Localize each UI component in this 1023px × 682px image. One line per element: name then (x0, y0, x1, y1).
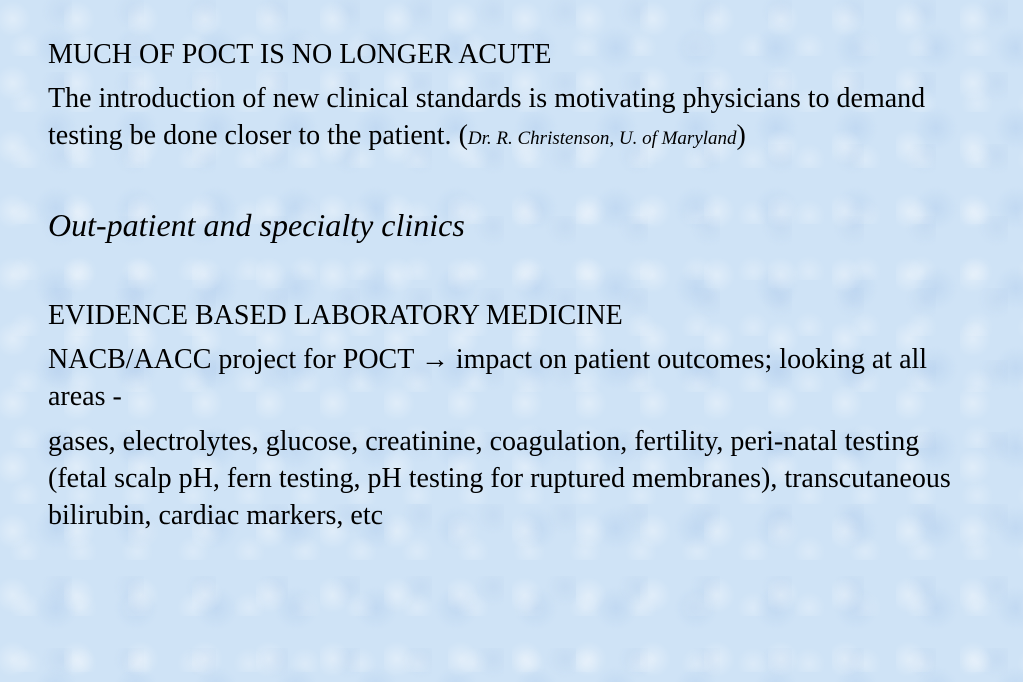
areas-paragraph: gases, electrolytes, glucose, creatinine, coagulation, fertility, peri-natal testing (fetal scalp pH, fern testing, pH testing for ruptured membranes), transcutaneous bilirubin, cardiac markers, etc (48, 426, 951, 531)
project-prefix: NACB/AACC project for POCT (48, 344, 421, 375)
citation-text: Dr. R. Christenson, U. of Maryland (467, 128, 737, 149)
intro-paragraph (48, 80, 978, 157)
subtitle-clinics: Out-patient and specialty clinics (48, 207, 465, 243)
citation-close: ) (736, 120, 746, 151)
intro-text: The introduction of new clinical standards is motivating physicians to demand testing be done closer to the patient. (48, 83, 926, 151)
slide-content (48, 36, 978, 542)
right-arrow-icon: → (420, 344, 449, 375)
evidence-section (48, 297, 978, 534)
section-heading-poct: MUCH OF POCT IS NO LONGER ACUTE (48, 39, 552, 70)
section-heading-evidence: EVIDENCE BASED LABORATORY MEDICINE (48, 300, 623, 331)
project-paragraph (48, 341, 978, 415)
citation-open: ( (451, 120, 468, 151)
project-suffix: impact on patient outcomes; looking at all areas - (48, 344, 928, 412)
